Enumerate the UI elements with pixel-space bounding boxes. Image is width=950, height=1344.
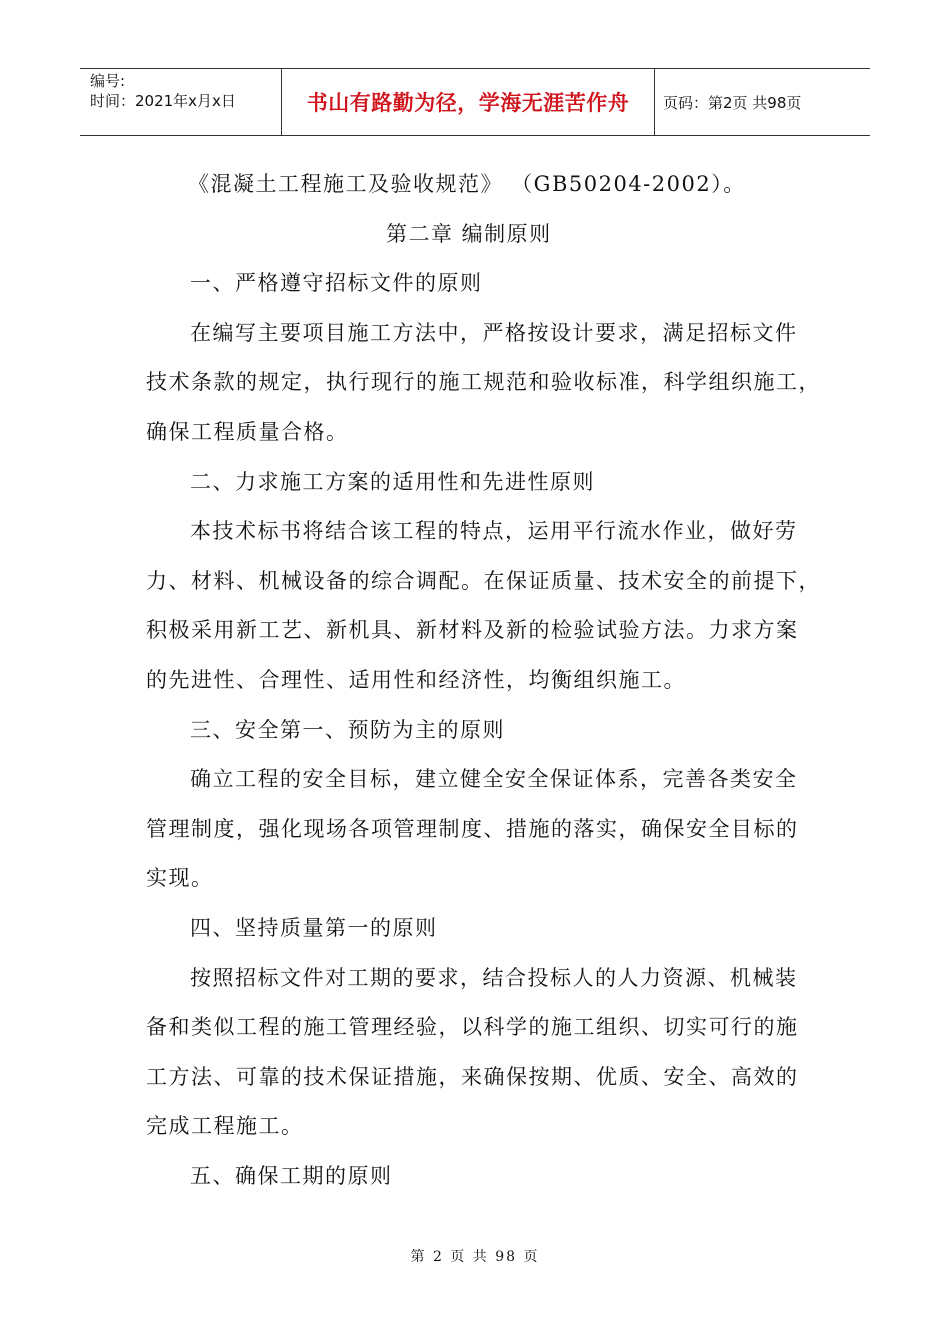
paragraph-line: 积极采用新工艺、新机具、新材料及新的检验试验方法。力求方案 [146, 618, 799, 643]
document-number-label: 编号: [90, 72, 126, 90]
section-heading-5: 五、确保工期的原则 [190, 1163, 393, 1188]
paragraph-line: 工方法、可靠的技术保证措施，来确保按期、优质、安全、高效的 [146, 1064, 799, 1089]
document-body [146, 160, 826, 1201]
paragraph-line: 在编写主要项目施工方法中，严格按设计要求，满足招标文件 [190, 320, 798, 345]
section-heading-1: 一、严格遵守招标文件的原则 [190, 271, 483, 296]
reference-line: 《混凝土工程施工及验收规范》 （GB50204-2002）。 [188, 172, 746, 196]
chapter-title: 第二章 编制原则 [386, 221, 552, 246]
section-heading-2: 二、力求施工方案的适用性和先进性原则 [190, 469, 595, 494]
paragraph-line: 技术条款的规定，执行现行的施工规范和验收标准，科学组织施工， [146, 370, 821, 395]
page-footer: 第 2 页 共 98 页 [410, 1249, 540, 1265]
header-page-info: 页码：第2页 共98页 [663, 93, 802, 112]
document-time-label: 时间：2021年x月x日 [90, 92, 236, 110]
header-meta [80, 69, 282, 135]
paragraph-line: 本技术标书将结合该工程的特点，运用平行流水作业，做好劳 [190, 519, 798, 544]
paragraph-line: 按照招标文件对工期的要求，结合投标人的人力资源、机械装 [190, 965, 798, 990]
paragraph-line: 完成工程施工。 [146, 1114, 304, 1139]
paragraph-line: 备和类似工程的施工管理经验，以科学的施工组织、切实可行的施 [146, 1015, 799, 1040]
paragraph-line: 确保工程质量合格。 [146, 419, 349, 444]
section-heading-3: 三、安全第一、预防为主的原则 [190, 717, 505, 742]
header-motto: 书山有路勤为径，学海无涯苦作舟 [282, 69, 655, 135]
paragraph-line: 的先进性、合理性、适用性和经济性，均衡组织施工。 [146, 667, 686, 692]
paragraph-line: 实现。 [146, 866, 214, 891]
paragraph-line: 力、材料、机械设备的综合调配。在保证质量、技术安全的前提下， [146, 568, 821, 593]
paragraph-line: 管理制度，强化现场各项管理制度、措施的落实，确保安全目标的 [146, 816, 799, 841]
paragraph-line: 确立工程的安全目标，建立健全安全保证体系，完善各类安全 [190, 767, 798, 792]
section-heading-4: 四、坚持质量第一的原则 [190, 915, 438, 940]
page-header [80, 68, 870, 136]
